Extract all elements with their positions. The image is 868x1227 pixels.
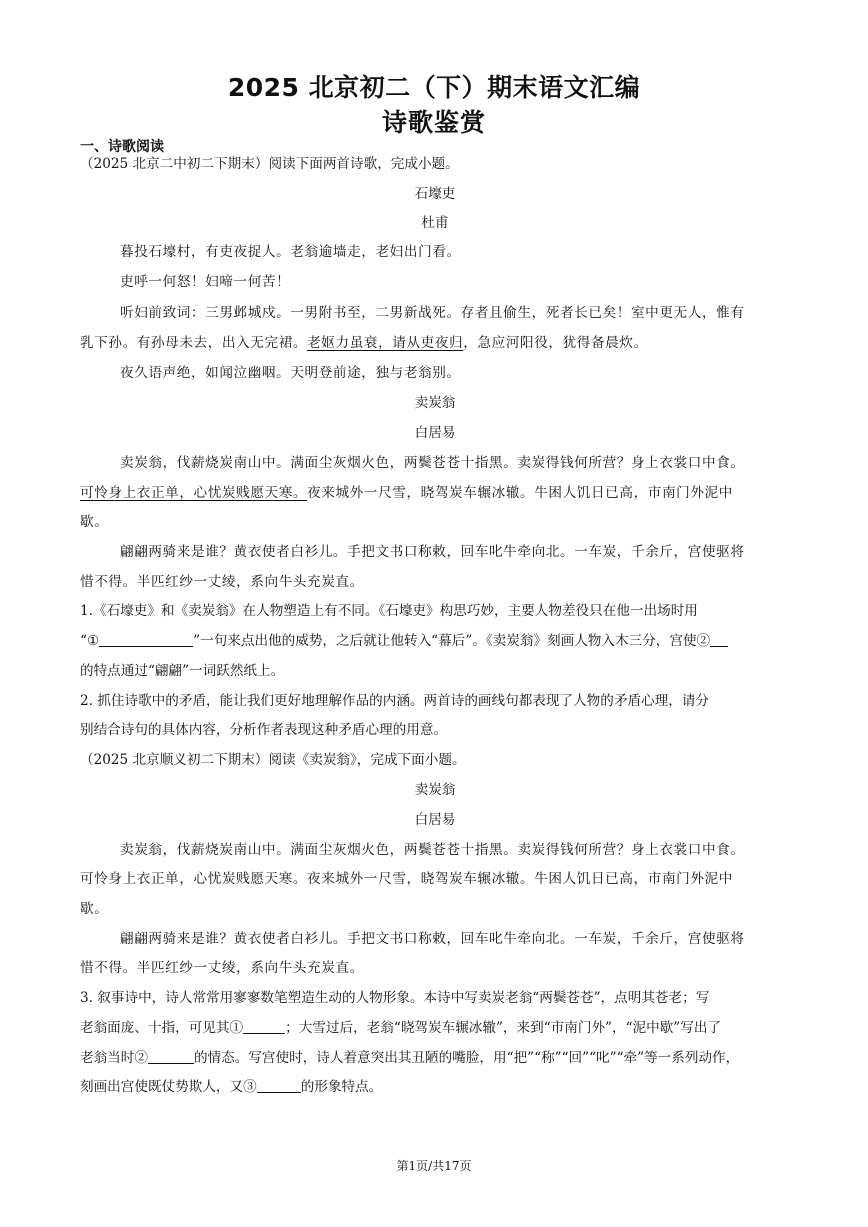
answer-blank[interactable] <box>148 1049 194 1064</box>
answer-blank[interactable] <box>99 632 193 647</box>
document-title: 2025 北京初二（下）期末语文汇编 <box>227 73 641 102</box>
poem-line: 暮投石壕村，有吏夜捉人。老翁逾墙走，老妇出门看。 <box>120 244 461 260</box>
question-text: ；大雪过后，老翁“晓驾炭车辗冰辙”，来到“市南门外”，“泥中歇”写出了 <box>285 1020 722 1036</box>
section-heading: 一、诗歌阅读 <box>80 139 164 155</box>
document-subtitle: 诗歌鉴赏 <box>381 108 486 137</box>
question-1-line: 的特点通过“翩翩”一词跃然纸上。 <box>80 663 285 679</box>
poem-line: 吏呼一何怒！妇啼一何苦！ <box>120 274 291 290</box>
poem-author: 杜甫 <box>421 215 449 231</box>
underlined-line: 可怜身上衣正单，心忧炭贱愿天寒。 <box>80 485 308 501</box>
answer-blank[interactable] <box>243 1019 285 1034</box>
poem-line: 卖炭翁，伐薪烧炭南山中。满面尘灰烟火色，两鬓苍苍十指黑。卖炭得钱何所营？身上衣裳口中食。 <box>120 455 745 471</box>
question-text: 老翁面庞、十指，可见其① <box>80 1020 244 1036</box>
question-text: ”一句来点出他的威势，之后就让他转入“幕后”。《卖炭翁》刻画人物入木三分，宫使② <box>193 633 711 649</box>
poem-line: 翩翩两骑来是谁？黄衣使者白衫儿。手把文书口称敕，回车叱牛牵向北。一车炭，千余斤，宫使驱将 <box>120 544 745 560</box>
poem-text: ，急应河阳役，犹得备晨炊。 <box>463 335 648 351</box>
question-3: 3. 叙事诗中，诗人常常用寥寥数笔塑造生动的人物形象。本诗中写卖炭老翁“两鬓苍苍”，点明其苍老；写 <box>80 990 710 1006</box>
answer-blank[interactable] <box>257 1078 301 1093</box>
question-1: 1.《石壕吏》和《卖炭翁》在人物塑造上有不同。《石壕吏》构思巧妙，主要人物差役只在他一出场时用 <box>80 603 698 619</box>
poem-text: 夜来城外一尺雪，晓驾炭车辗冰辙。牛困人饥日已高，市南门外泥中 <box>307 485 733 501</box>
question-text: 老翁当时② <box>80 1050 148 1066</box>
poem-title: 卖炭翁 <box>414 782 456 798</box>
poem-line: 翩翩两骑来是谁？黄衣使者白衫儿。手把文书口称敕，回车叱牛牵向北。一车炭，千余斤，宫使驱将 <box>120 931 745 947</box>
poem-title: 卖炭翁 <box>414 395 456 411</box>
poem-line: 惜不得。半匹红纱一丈绫，系向牛头充炭直。 <box>80 960 364 976</box>
answer-blank[interactable] <box>710 632 728 647</box>
poem-title: 石壕吏 <box>414 186 456 202</box>
question-3-line <box>80 1018 790 1038</box>
poem-line: 夜久语声绝，如闻泣幽咽。天明登前途，独与老翁别。 <box>120 365 461 381</box>
poem-author: 白居易 <box>414 812 456 828</box>
poem-author: 白居易 <box>414 425 456 441</box>
question-text: “① <box>80 633 100 649</box>
question-intro: （2025 北京二中初二下期末）阅读下面两首诗歌，完成小题。 <box>80 156 459 172</box>
poem-line: 惜不得。半匹红纱一丈绫，系向牛头充炭直。 <box>80 574 364 590</box>
poem-text: 乳下孙。有孙母未去，出入无完裙。 <box>80 335 308 351</box>
question-2-line: 别结合诗句的具体内容，分析作者表现这种矛盾心理的用意。 <box>80 722 448 738</box>
underlined-line: 老妪力虽衰，请从吏夜归 <box>307 335 464 351</box>
poem-line <box>80 333 790 353</box>
question-intro: （2025 北京顺义初二下期末）阅读《卖炭翁》，完成下面小题。 <box>80 752 466 768</box>
poem-line: 可怜身上衣正单，心忧炭贱愿天寒。夜来城外一尺雪，晓驾炭车辗冰辙。牛困人饥日已高，市南门外泥中 <box>80 871 733 887</box>
question-1-line <box>80 631 790 651</box>
question-3-line <box>80 1077 790 1097</box>
question-text: 的情态。写宫使时，诗人着意突出其丑陋的嘴脸，用“把”“称”“回”“叱”“牵”等一系列动作， <box>193 1050 740 1066</box>
question-2: 2. 抓住诗歌中的矛盾，能让我们更好地理解作品的内涵。两首诗的画线句都表现了人物的矛盾心理，请分 <box>80 693 710 709</box>
poem-line: 歇。 <box>80 901 109 917</box>
page-number: 第1页/共17页 <box>396 1159 472 1173</box>
poem-line: 听妇前致词：三男邺城戍。一男附书至，二男新战死。存者且偷生，死者长已矣！室中更无人，惟有 <box>120 305 745 321</box>
poem-line: 卖炭翁，伐薪烧炭南山中。满面尘灰烟火色，两鬓苍苍十指黑。卖炭得钱何所营？身上衣裳口中食。 <box>120 842 745 858</box>
question-text: 的形象特点。 <box>300 1079 383 1095</box>
question-text: 刻画出宫使既仗势欺人，又③ <box>80 1079 257 1095</box>
poem-line <box>80 483 790 503</box>
poem-line: 歇。 <box>80 514 109 530</box>
question-3-line <box>80 1048 790 1068</box>
